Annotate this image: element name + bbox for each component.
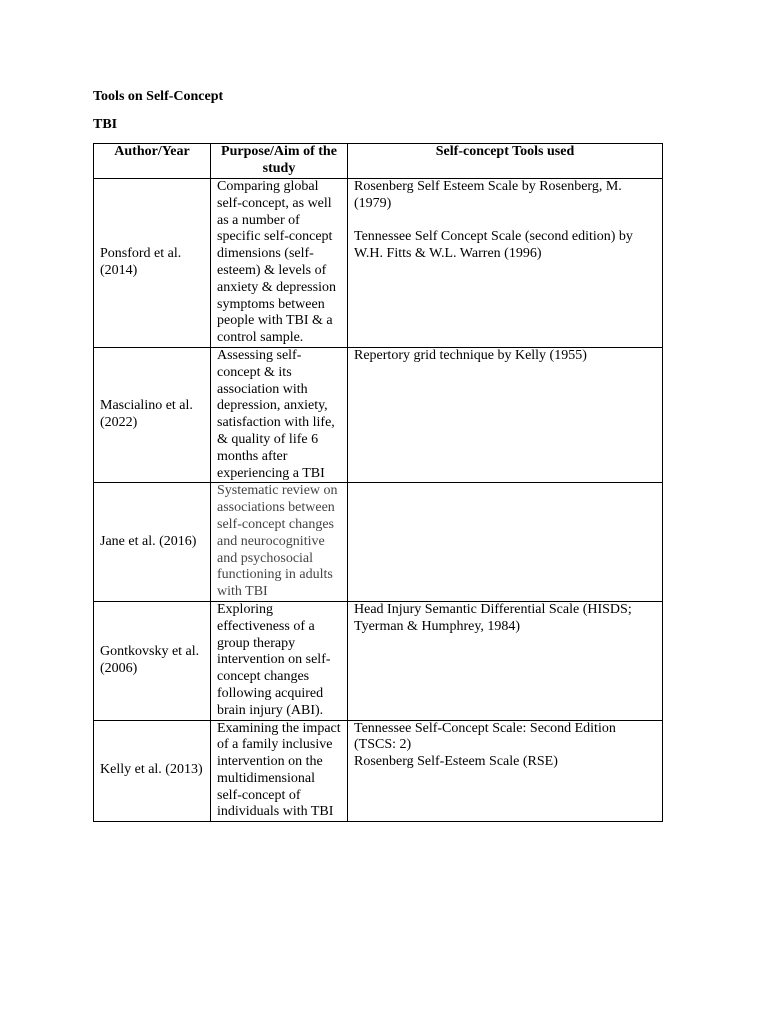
table-row: [94, 601, 663, 720]
self-concept-tools-table: [93, 143, 663, 822]
tool-entry: Tennessee Self-Concept Scale: Second Edition (TSCS: 2): [354, 720, 616, 753]
author-cell: Gontkovsky et al. (2006): [94, 601, 211, 720]
table-row: [94, 483, 663, 602]
purpose-cell: Examining the impact of a family inclusive intervention on the multidimensional self-concept of individuals with TBI: [211, 720, 348, 822]
author-cell: Jane et al. (2016): [94, 483, 211, 602]
column-header-author: Author/Year: [94, 144, 211, 179]
tool-entry: Rosenberg Self Esteem Scale by Rosenberg, M. (1979): [354, 179, 622, 211]
tool-entry: Repertory grid technique by Kelly (1955): [354, 347, 587, 363]
purpose-cell: Assessing self-concept & its association with depression, anxiety, satisfaction with life, & quality of life 6 months after experiencing a TBI: [211, 347, 348, 482]
purpose-cell: Comparing global self-concept, as well as a number of specific self-concept dimensions (self-esteem) & levels of anxiety & depression symptoms between people with TBI & a control sample.: [211, 179, 348, 348]
table-row: [94, 347, 663, 482]
tools-cell: [348, 483, 663, 602]
tool-spacer: [354, 213, 656, 230]
author-cell: Mascialino et al. (2022): [94, 347, 211, 482]
tools-cell: [348, 347, 663, 482]
tools-cell: [348, 601, 663, 720]
document-title: Tools on Self-Concept: [93, 89, 224, 104]
tool-entry: Rosenberg Self-Esteem Scale (RSE): [354, 754, 558, 770]
tool-entry: Tennessee Self Concept Scale (second edition) by W.H. Fitts & W.L. Warren (1996): [354, 229, 633, 262]
author-cell: Kelly et al. (2013): [94, 720, 211, 822]
tools-cell: [348, 179, 663, 348]
table-header-row: [94, 144, 663, 179]
tools-cell: [348, 720, 663, 822]
author-cell: Ponsford et al. (2014): [94, 179, 211, 348]
purpose-cell: Systematic review on associations between self-concept changes and neurocognitive and psychosocial functioning in adults with TBI: [211, 483, 348, 602]
table-row: [94, 179, 663, 348]
purpose-cell: Exploring effectiveness of a group therapy intervention on self-concept changes following acquired brain injury (ABI).: [211, 601, 348, 720]
table-row: [94, 720, 663, 822]
section-heading: TBI: [93, 117, 118, 132]
column-header-purpose: Purpose/Aim of the study: [211, 144, 348, 179]
tool-entry: Head Injury Semantic Differential Scale (HISDS; Tyerman & Humphrey, 1984): [354, 601, 632, 634]
column-header-tools: Self-concept Tools used: [348, 144, 663, 179]
